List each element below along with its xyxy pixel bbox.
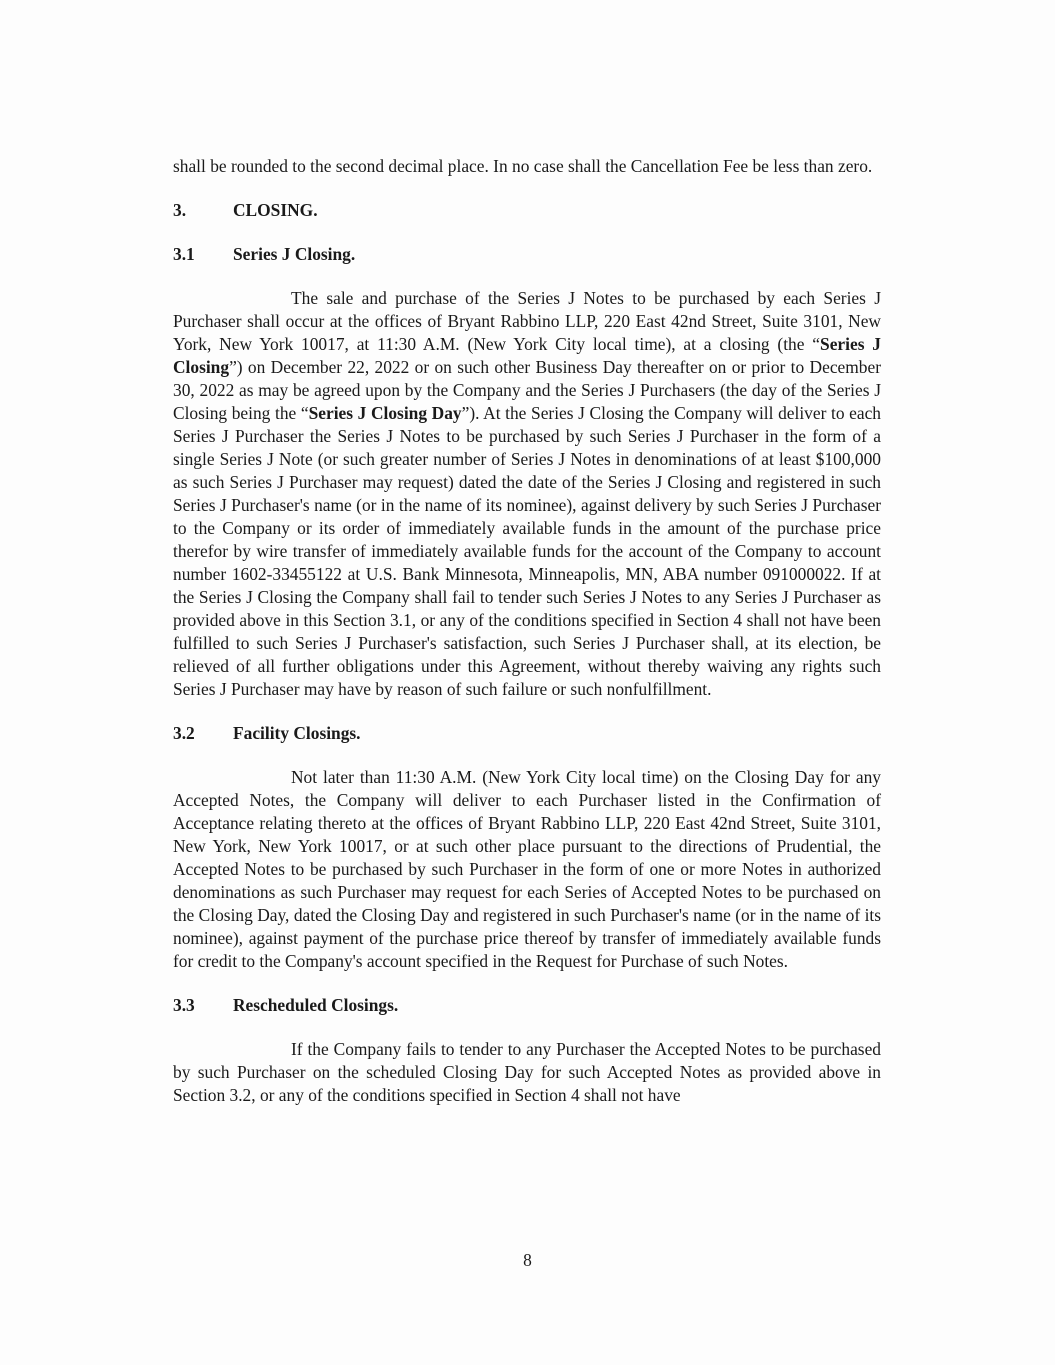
section-3-3-paragraph: If the Company fails to tender to any Purchaser the Accepted Notes to be purchased by such Purchaser on the scheduled Closing Day for such Accepted Notes as provided above in Section 3.2, or any of the conditions specified in Section 4 shall not have [173,1039,881,1105]
section-3-1-text-a: The sale and purchase of the Series J Notes to be purchased by each Series J Purchaser shall occur at the offices of Bryant Rabbino LLP, 220 East 42nd Street, Suite 3101, New York, New York 10017, at 11:30 A.M. (New York City local time), at a closing (the “ [173,288,881,354]
section-3-1-title: Series J Closing. [233,244,356,264]
section-3-2-paragraph: Not later than 11:30 A.M. (New York City local time) on the Closing Day for any Accepted Notes, the Company will deliver to each Purchaser listed in the Confirmation of Acceptance relating thereto at the offices of Bryant Rabbino LLP, 220 East 42nd Street, Suite 3101, New York, New York 10017, or at such other place pursuant to the directions of Prudential, the Accepted Notes to be purchased by such Purchaser in the form of one or more Notes in authorized denominations as such Purchaser may request for each Series of Accepted Notes to be purchased on the Closing Day, dated the Closing Day and registered in such Purchaser's name (or in the name of its nominee), against payment of the purchase price thereof by transfer of immediately available funds for credit to the Company's account specified in the Request for Purchase of such Notes. [173,767,881,971]
section-3-2-heading [173,722,881,745]
series-j-closing-day-term: Series J Closing Day [308,403,462,423]
series-j-closing-term: Series J Closing [173,334,881,377]
section-3-1-heading [173,243,881,266]
section-3-number: 3. [173,200,187,220]
section-3-3-title: Rescheduled Closings. [233,995,399,1015]
section-3-3-heading [173,994,881,1017]
section-3-3-number: 3.3 [173,995,195,1015]
section-3-2-number: 3.2 [173,723,195,743]
section-3-1-text-b: ”) on December 22, 2022 or on such other Business Day thereafter on or prior to December 30, 2022 as may be agreed upon by the Company and the Series J Purchasers (the day of the Series J Closing being the “ [173,357,881,423]
section-3-title: CLOSING. [233,200,318,220]
intro-paragraph: shall be rounded to the second decimal place. In no case shall the Cancellation Fee be less than zero. [173,156,873,176]
section-3-2-title: Facility Closings. [233,723,361,743]
section-3-heading [173,199,881,222]
page-content [173,155,881,1128]
page-number: 8 [523,1250,532,1270]
section-3-1-paragraph [173,287,881,701]
section-3-1-number: 3.1 [173,244,195,264]
section-3-1-text-c: ”). At the Series J Closing the Company will deliver to each Series J Purchaser the Series J Notes to be purchased by such Series J Purchaser in the form of a single Series J Note (or such greater number of Series J Notes in denominations of at least $100,000 as such Series J Purchaser may request) dated the date of the Series J Closing and registered in such Series J Purchaser's name (or in the name of its nominee), against delivery by such Series J Purchaser to the Company or its order of immediately available funds in the amount of the purchase price therefor by wire transfer of immediately available funds for the account of the Company to account number 1602-33455122 at U.S. Bank Minnesota, Minneapolis, MN, ABA number 091000022. If at the Series J Closing the Company shall fail to tender such Series J Notes to any Series J Purchaser as provided above in this Section 3.1, or any of the conditions specified in Section 4 shall not have been fulfilled to such Series J Purchaser's satisfaction, such Series J Purchaser shall, at its election, be relieved of all further obligations under this Agreement, without thereby waiving any rights such Series J Purchaser may have by reason of such failure or such nonfulfillment. [173,403,881,699]
